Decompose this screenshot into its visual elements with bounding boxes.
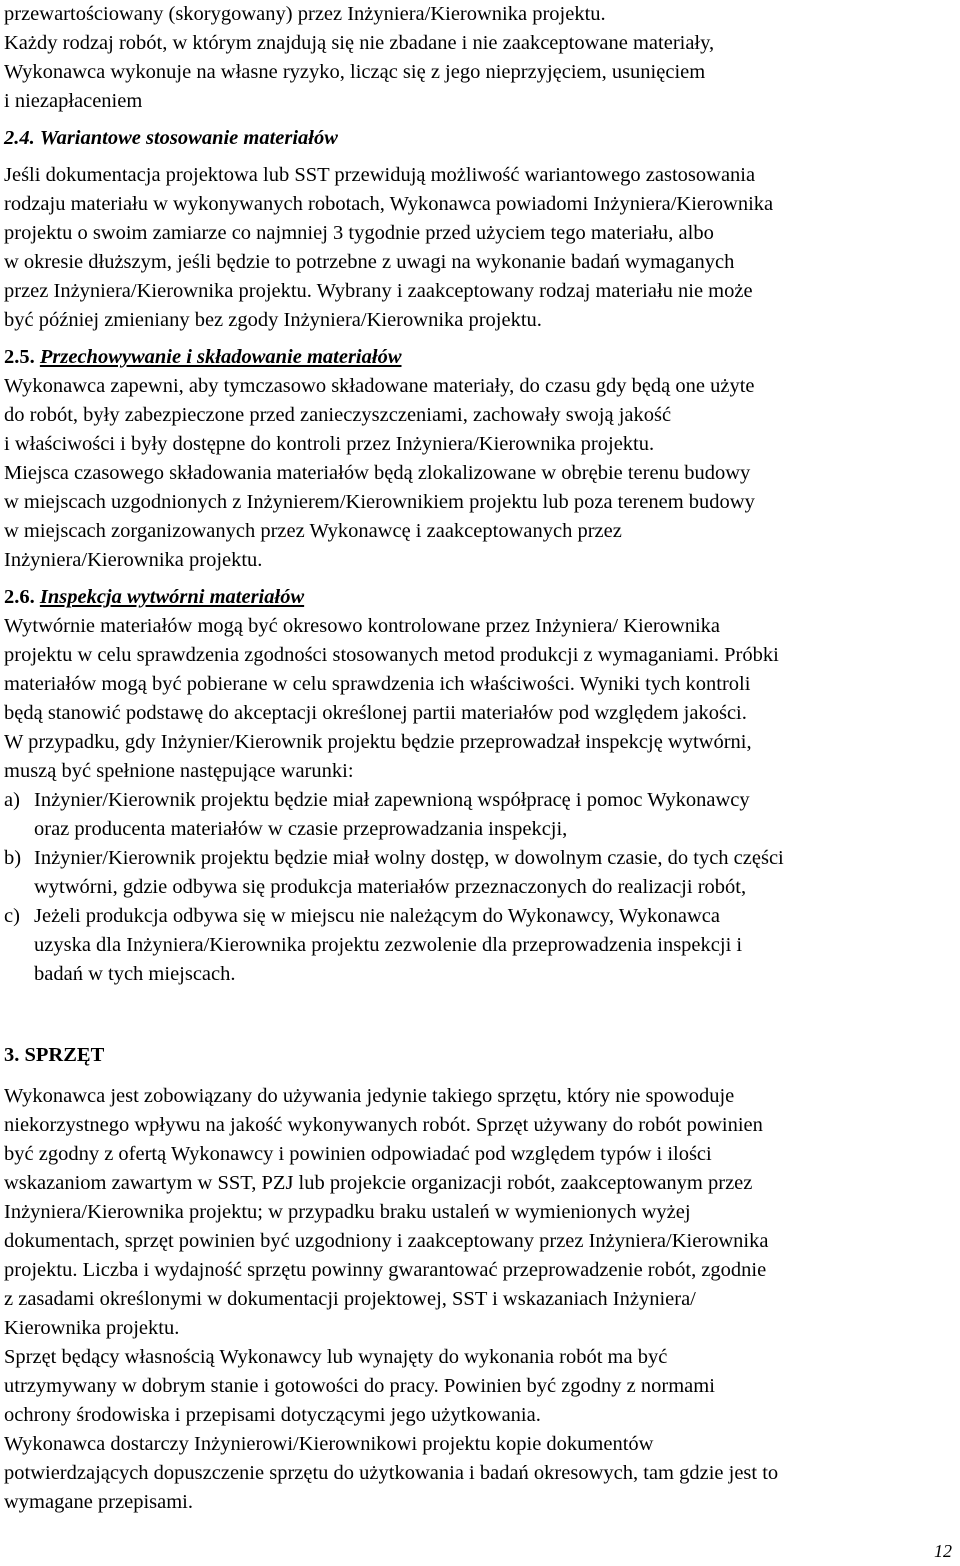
list-item-text: Inżynier/Kierownik projektu będzie miał zapewnioną współpracę i pomoc Wykonawcy [34, 789, 750, 811]
section-heading [4, 124, 954, 153]
list-item-text: badań w tych miejscach. [34, 963, 236, 985]
text-line: do robót, były zabezpieczone przed zanieczyszczeniami, zachowały swoją jakość [4, 404, 672, 426]
text-line: Inżyniera/Kierownika projektu. [4, 549, 263, 571]
section-number: 2.5. [4, 346, 35, 368]
text-line: w miejscach uzgodnionych z Inżynierem/Kierownikiem projektu lub poza terenem budowy [4, 491, 755, 513]
text-line: w okresie dłuższym, jeśli będzie to potrzebne z uwagi na wykonanie badań wymaganych [4, 251, 735, 273]
section-number: 2.6. [4, 586, 35, 608]
text-line: wymagane przepisami. [4, 1491, 193, 1513]
text-line: ochrony środowiska i przepisami dotyczącymi jego użytkowania. [4, 1404, 541, 1426]
text-line: z zasadami określonymi w dokumentacji projektowej, SST i wskazaniach Inżyniera/ [4, 1288, 696, 1310]
section-heading [4, 583, 954, 612]
text-line: i niezapłaceniem [4, 90, 143, 112]
paragraph-top [4, 0, 954, 116]
text-line: wskazaniom zawartym w SST, PZJ lub projekcie organizacji robót, zaakceptowanym przez [4, 1172, 753, 1194]
list-item [4, 786, 954, 844]
text-line: Wykonawca dostarczy Inżynierowi/Kierownikowi projektu kopie dokumentów [4, 1433, 654, 1455]
text-line: Wykonawca zapewni, aby tymczasowo składowane materiały, do czasu gdy będą one użyte [4, 375, 755, 397]
text-line: Miejsca czasowego składowania materiałów będą zlokalizowane w obrębie terenu budowy [4, 462, 751, 484]
text-line: być zgodny z ofertą Wykonawcy i powinien odpowiadać pod względem typów i ilości [4, 1143, 712, 1165]
text-line: Inżyniera/Kierownika projektu; w przypadku braku ustaleń w wymienionych wyżej [4, 1201, 691, 1223]
text-line: w miejscach zorganizowanych przez Wykonawcę i zaakceptowanych przez [4, 520, 622, 542]
list-item-text: oraz producenta materiałów w czasie przeprowadzania inspekcji, [34, 818, 568, 840]
text-line: będą stanowić podstawę do akceptacji określonej partii materiałów pod względem jakości. [4, 702, 747, 724]
list-item-text: Jeżeli produkcja odbywa się w miejscu nie należącym do Wykonawcy, Wykonawca [34, 905, 720, 927]
text-line: i właściwości i były dostępne do kontroli przez Inżyniera/Kierownika projektu. [4, 433, 655, 455]
list-marker: c) [4, 905, 20, 927]
list-item [4, 844, 954, 902]
text-line: Jeśli dokumentacja projektowa lub SST przewidują możliwość wariantowego zastosowania [4, 164, 756, 186]
chapter-heading: 3. SPRZĘT [4, 1044, 105, 1066]
text-line: Sprzęt będący własnością Wykonawcy lub wynajęty do wykonania robót ma być [4, 1346, 668, 1368]
list-marker: b) [4, 847, 22, 869]
text-line: rodzaju materiału w wykonywanych robotach, Wykonawca powiadomi Inżyniera/Kierownika [4, 193, 774, 215]
section-title: Inspekcja wytwórni materiałów [39, 586, 305, 608]
list-item-text: uzyska dla Inżyniera/Kierownika projektu zezwolenie dla przeprowadzenia inspekcji i [34, 934, 743, 956]
section-title: Przechowywanie i składowanie materiałów [39, 346, 402, 368]
text-line: być później zmieniany bez zgody Inżyniera/Kierownika projektu. [4, 309, 542, 331]
list-marker: a) [4, 789, 20, 811]
text-line: projektu. Liczba i wydajność sprzętu powinny gwarantować przeprowadzenie robót, zgodnie [4, 1259, 767, 1281]
list-item-text: wytwórni, gdzie odbywa się produkcja materiałów przeznaczonych do realizacji robót, [34, 876, 747, 898]
text-line: niekorzystnego wpływu na jakość wykonywanych robót. Sprzęt używany do robót powinien [4, 1114, 763, 1136]
text-line: potwierdzających dopuszczenie sprzętu do użytkowania i badań okresowych, tam gdzie jest to [4, 1462, 779, 1484]
section-title: Wariantowe stosowanie materiałów [39, 127, 338, 149]
text-line: muszą być spełnione następujące warunki: [4, 760, 354, 782]
section-2-5 [4, 343, 954, 575]
text-line: przewartościowany (skorygowany) przez Inżyniera/Kierownika projektu. [4, 3, 606, 25]
list-item-text: Inżynier/Kierownik projektu będzie miał wolny dostęp, w dowolnym czasie, do tych części [34, 847, 784, 869]
section-number: 2.4. [4, 127, 35, 149]
page-number: 12 [934, 1541, 952, 1561]
document-page [4, 0, 954, 1517]
text-line: W przypadku, gdy Inżynier/Kierownik projektu będzie przeprowadzał inspekcję wytwórni, [4, 731, 752, 753]
section-2-6 [4, 583, 954, 989]
text-line: materiałów mogą być pobierane w celu sprawdzenia ich właściwości. Wyniki tych kontroli [4, 673, 751, 695]
section-3 [4, 1041, 954, 1517]
text-line: Wytwórnie materiałów mogą być okresowo kontrolowane przez Inżyniera/ Kierownika [4, 615, 721, 637]
text-line: projektu o swoim zamiarze co najmniej 3 tygodnie przed użyciem tego materiału, albo [4, 222, 714, 244]
text-line: Kierownika projektu. [4, 1317, 180, 1339]
text-line: Każdy rodzaj robót, w którym znajdują się nie zbadane i nie zaakceptowane materiały, [4, 32, 715, 54]
list-item [4, 902, 954, 989]
condition-list [4, 786, 954, 989]
text-line: Wykonawca jest zobowiązany do używania jedynie takiego sprzętu, który nie spowoduje [4, 1085, 735, 1107]
text-line: dokumentach, sprzęt powinien być uzgodniony i zaakceptowany przez Inżyniera/Kierownika [4, 1230, 769, 1252]
section-2-4 [4, 124, 954, 335]
text-line: utrzymywany w dobrym stanie i gotowości do pracy. Powinien być zgodny z normami [4, 1375, 715, 1397]
text-line: przez Inżyniera/Kierownika projektu. Wybrany i zaakceptowany rodzaj materiału nie może [4, 280, 753, 302]
text-line: projektu w celu sprawdzenia zgodności stosowanych metod produkcji z wymaganiami. Próbki [4, 644, 779, 666]
text-line: Wykonawca wykonuje na własne ryzyko, licząc się z jego nieprzyjęciem, usunięciem [4, 61, 706, 83]
section-heading [4, 343, 954, 372]
